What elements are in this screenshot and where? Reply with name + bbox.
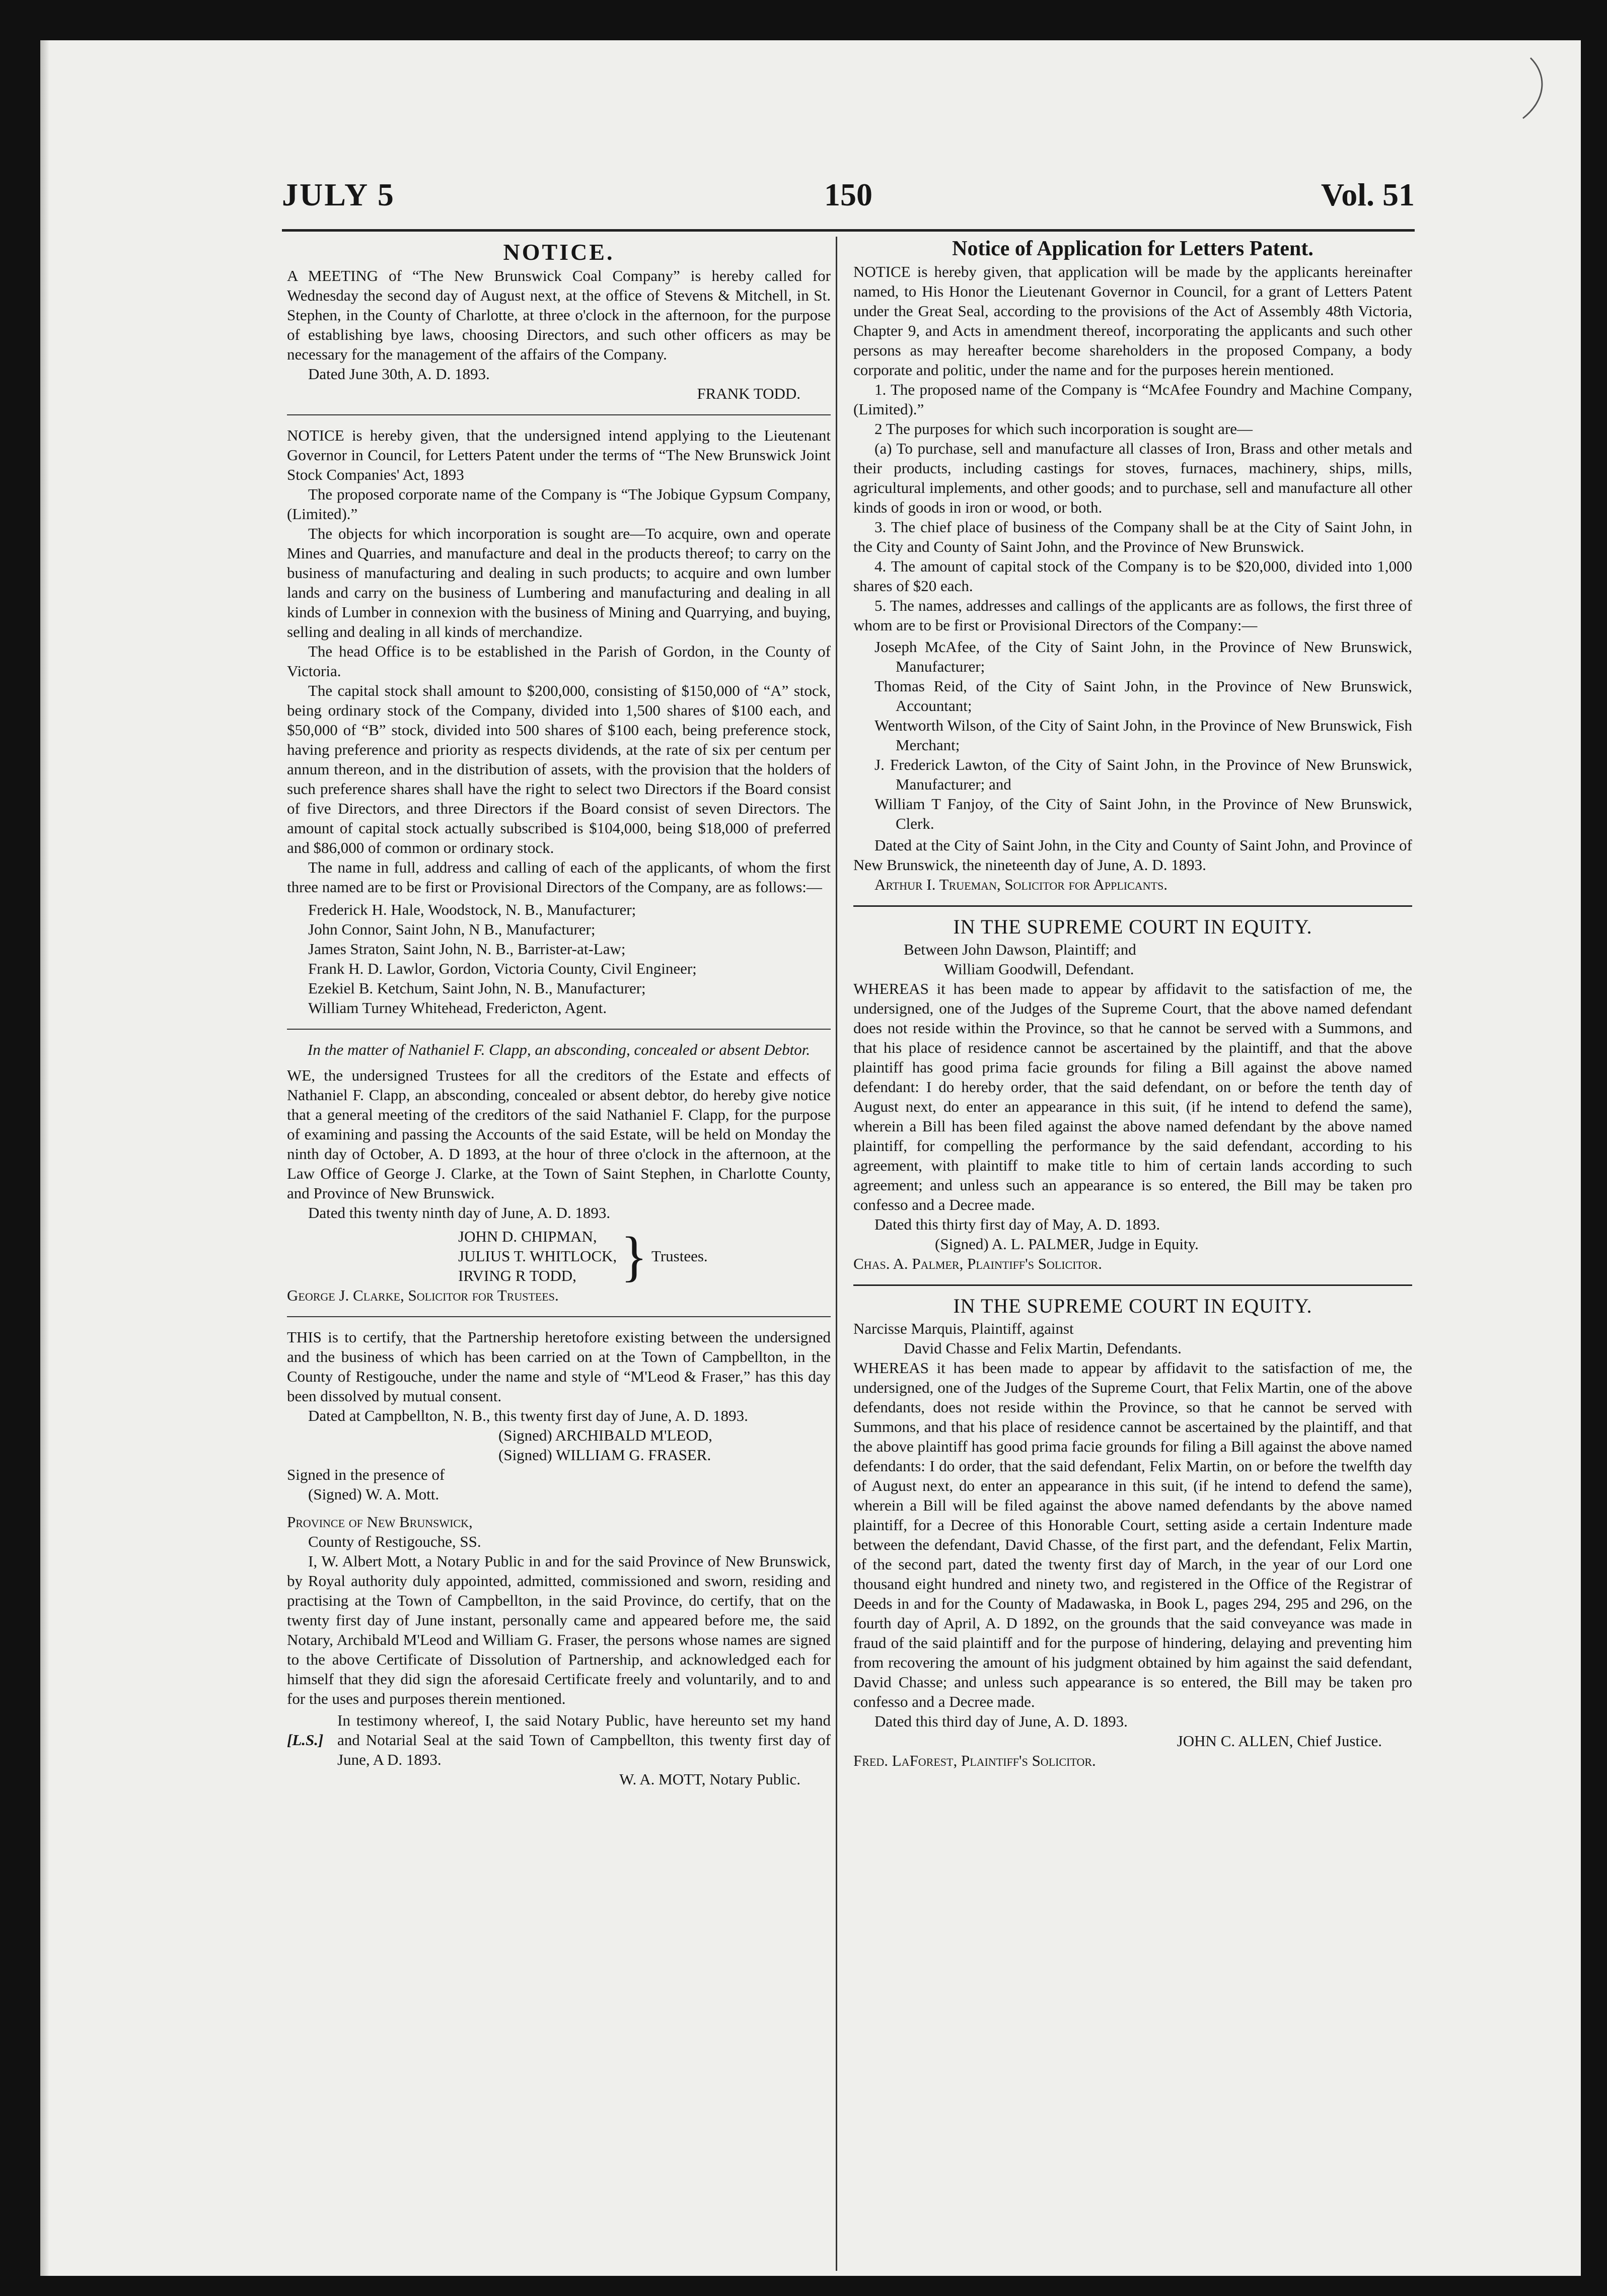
notice-date: Dated this thirty first day of May, A. D. 1893. (874, 1215, 1160, 1233)
notice-body: WHEREAS it has been made to appear by affidavit to the satisfaction of me, the undersigned, one of the Judges of the Supreme Court, that Felix Martin, one of the above defendants, does not reside within the Province, so that he cannot be served with Summons, and that his place of residence cannot be ascertained by the plaintiff, and that the above plaintiff has good prima facie grounds for filing a Bill against the above named defendants: I do order, that the said defendant, Felix Martin, on or before the twelfth day of August next, do enter an appearance in this suit, (if he intend to defend the same), wherein a Bill will be filed against the above named defendants by the above named plaintiff, for a Decree of this Honorable Court, setting aside a certain Indenture made between the defendant, David Chasse, of the first part, and the defendant, Felix Martin, of the second part, dated the twenty first day of March, in the year of our Lord one thousand eight hundred and ninety two, and registered in the Office of the Registrar of Deeds in and for the County of Madawaska, in Book L, pages 294, 295 and 296, on the fourth day of April, A. D 1892, on the grounds that the said conveyance was made in fraud of the said plaintiff and for the purpose of hindering, delaying and preventing him from recovering the amount of his judgment obtained by him against the said defendant, David Chasse; and unless such appearance is so entered, the Bill may be taken pro confesso and a Decree made. (853, 1359, 1412, 1710)
numbered-clause: 4. The amount of capital stock of the Company is to be $20,000, divided into 1,000 shares of $20 each. (853, 557, 1412, 595)
column-divider (836, 237, 837, 2271)
capital-stock: The capital stock shall amount to $200,000, consisting of $150,000 of “A” stock, being ordinary stock of the Company, divided into 1,500 shares of $100 each, and $50,000 of “B” stock, divided into 500 shares of $100 each, being preference stock, having preference and priority as respects dividends, at the rate of six per centum per annum thereon, and in the distribution of assets, with the provision that the holders of such preference shares shall have the right to select two Directors if the Board consist of five Directors, and three Directors if the Board consist of seven Directors. The amount of capital stock actually subscribed is $104,000, being $18,000 of preferred and $86,000 of common or ordinary stock. (287, 682, 831, 856)
list-item: Thomas Reid, of the City of Saint John, in the Province of New Brunswick, Accountant; (874, 677, 1412, 714)
list-item: Frank H. D. Lawlor, Gordon, Victoria County, Civil Engineer; (308, 960, 697, 977)
judge-signature: (Signed) A. L. PALMER, Judge in Equity. (935, 1235, 1199, 1253)
notice-title: Notice of Application for Letters Patent. (952, 237, 1313, 260)
header-rule (282, 229, 1415, 232)
party-line: Between John Dawson, Plaintiff; and (904, 941, 1136, 958)
list-item: J. Frederick Lawton, of the City of Saint John, in the Province of New Brunswick, Manufacturer; and (874, 756, 1412, 793)
notice-date: Dated June 30th, A. D. 1893. (308, 365, 490, 383)
notice-date: Dated this twenty ninth day of June, A. D. 1893. (308, 1204, 611, 1222)
gypsum-company-notice (287, 425, 831, 1018)
company-name: The proposed corporate name of the Company is “The Jobique Gypsum Company, (Limited).” (287, 485, 831, 523)
list-item: Wentworth Wilson, of the City of Saint John, in the Province of New Brunswick, Fish Merchant; (874, 716, 1412, 754)
solicitor-line: Arthur I. Trueman, Solicitor for Applicants. (874, 876, 1167, 893)
notice-intro: NOTICE is hereby given, that the undersigned intend applying to the Lieutenant Governor in Council, for Letters Patent under the terms of “The New Brunswick Joint Stock Companies' Act, 1893 (287, 426, 831, 483)
right-column (853, 239, 1412, 1777)
solicitor-line: George J. Clarke, Solicitor for Trustees. (287, 1286, 559, 1304)
newspaper-page (40, 40, 1581, 2276)
divider (287, 1316, 831, 1317)
issue-date: JULY 5 (282, 177, 395, 212)
page-spine-shadow (40, 40, 49, 2276)
page-curl-mark (1520, 55, 1551, 121)
signature-line: (Signed) WILLIAM G. FRASER. (498, 1446, 711, 1464)
witness-line: Signed in the presence of (287, 1466, 445, 1483)
notary-signature: W. A. MOTT, Notary Public. (619, 1770, 800, 1788)
divider (853, 1284, 1412, 1286)
applicant-list (287, 900, 831, 1018)
trustee-name: JOHN D. CHIPMAN, (458, 1228, 597, 1245)
justice-signature: JOHN C. ALLEN, Chief Justice. (1177, 1732, 1382, 1750)
list-item: William T Fanjoy, of the City of Saint John, in the Province of New Brunswick, Clerk. (874, 795, 1412, 832)
company-objects: The objects for which incorporation is sought are—To acquire, own and operate Mines and Quarries, and manufacture and deal in the products thereof; to carry on the business of manufacturing and dealing in such products; to acquire and own lumber lands and carry on the business of Lumbering and manufacturing and dealing in all kinds of Lumber in connexion with the business of Mining and Quarrying, and buying, selling and dealing in all kinds of merchandize. (287, 525, 831, 640)
notice-body: A MEETING of “The New Brunswick Coal Company” is hereby called for Wednesday the second day of August next, at the office of Stevens & Mitchell, in St. Stephen, in the County of Charlotte, at three o'clock in the afternoon, for the purpose of establishing bye laws, choosing Directors, and such other officers as may be necessary for the management of the affairs of the Company. (287, 267, 831, 363)
divider (287, 414, 831, 415)
list-item: James Straton, Saint John, N. B., Barrister-at-Law; (308, 940, 626, 958)
applicant-list (853, 637, 1412, 833)
notice-heading: In the matter of Nathaniel F. Clapp, an absconding, concealed or absent Debtor. (307, 1041, 811, 1058)
clapp-debtor-notice (287, 1040, 831, 1305)
marquis-equity-notice (853, 1296, 1412, 1770)
list-item: John Connor, Saint John, N B., Manufacturer; (308, 920, 596, 938)
divider (287, 1029, 831, 1030)
partnership-dissolution-notice (287, 1327, 831, 1789)
notice-signer: FRANK TODD. (697, 385, 800, 402)
trustee-names (458, 1227, 617, 1285)
party-line: William Goodwill, Defendant. (944, 960, 1134, 978)
county-line: County of Restigouche, SS. (308, 1533, 481, 1550)
list-item: Ezekiel B. Ketchum, Saint John, N. B., Manufacturer; (308, 979, 646, 997)
numbered-clause: 3. The chief place of business of the Company shall be at the City of Saint John, in the City and County of Saint John, and the Province of New Brunswick. (853, 518, 1412, 555)
coal-company-notice (287, 239, 831, 403)
brace-glyph: } (621, 1225, 647, 1287)
party-line: Narcisse Marquis, Plaintiff, against (853, 1320, 1074, 1337)
page-number: 150 (824, 177, 872, 212)
trustees-label: Trustees. (651, 1247, 708, 1265)
notice-date: Dated this third day of June, A. D. 1893. (874, 1712, 1128, 1730)
province-line: Province of New Brunswick, (287, 1513, 473, 1531)
notary-affidavit: I, W. Albert Mott, a Notary Public in and for the said Province of New Brunswick, by Royal authority duly appointed, admitted, commissioned and sworn, residing and practising at the Town of Campbellton, in the said Province, do certify, that on the twenty first day of June instant, personally came and appeared before me, the said Notary, Archibald M'Leod and William G. Fraser, the persons whose names are signed to the above Certificate of Dissolution of Partnership, and acknowledged each for himself that they did sign the aforesaid Certificate freely and voluntarily, and to and for the uses and purposes therein mentioned. (287, 1552, 831, 1707)
numbered-clause: 1. The proposed name of the Company is “McAfee Foundry and Machine Company, (Limited).” (853, 381, 1412, 418)
left-column (287, 239, 831, 1796)
letters-patent-notice (853, 239, 1412, 894)
divider (853, 905, 1412, 907)
running-header (282, 156, 1415, 227)
notice-intro: NOTICE is hereby given, that application will be made by the applicants hereinafter named, to His Honor the Lieutenant Governor in Council, for a grant of Letters Patent under the Great Seal, according to the provisions of the Act of Assembly 48th Victoria, Chapter 9, and Acts in amendment thereof, incorporating the applicants and such other persons as may hereafter become shareholders in the proposed Company, a body corporate and politic, under the name and for the purposes herein mentioned. (853, 263, 1412, 379)
seal-mark: [L.S.] (287, 1731, 324, 1749)
notice-body: THIS is to certify, that the Partnership heretofore existing between the undersigned and the business of which has been carried on at the Town of Campbellton, in the County of Restigouche, under the name and style of “M'Leod & Fraser,” has this day been dissolved by mutual consent. (287, 1328, 831, 1405)
applicants-intro: The name in full, address and calling of each of the applicants, of whom the first three named are to be first or Provisional Directors of the Company, are as follows:— (287, 858, 831, 896)
trustee-name: IRVING R TODD, (458, 1267, 576, 1284)
numbered-clause: 2 The purposes for which such incorporation is sought are— (874, 420, 1253, 438)
list-item: William Turney Whitehead, Fredericton, Agent. (308, 999, 607, 1017)
notice-body: WHEREAS it has been made to appear by affidavit to the satisfaction of me, the undersigned, one of the Judges of the Supreme Court, that the above named defendant does not reside within the Province, so that he cannot be served with a Summons, and that his place of residence cannot be ascertained by the plaintiff, and that the above plaintiff has good prima facie grounds for filing a Bill against the above named defendant: I do hereby order, that the said defendant, on or before the tenth day of August next, do enter an appearance in this suit, (if he intend to defend the same), wherein a Bill has been filed against the above named defendant by the above named plaintiff, for compelling the performance by the said defendant, according to his agreement, with plaintiff to make title to him of certain lands according to such agreement; and unless such an appearance is so entered, the Bill may be taken pro confesso and a Decree made. (853, 980, 1412, 1213)
signature-line: (Signed) ARCHIBALD M'LEOD, (498, 1426, 712, 1444)
numbered-clause: 5. The names, addresses and callings of the applicants are as follows, the first three of whom are to be first or Provisional Directors of the Company:— (853, 597, 1412, 634)
testimony-text: In testimony whereof, I, the said Notary Public, have hereunto set my hand and Notarial Seal at the said Town of Campbellton, this twenty first day of June, A D. 1893. (337, 1711, 831, 1768)
notice-title: NOTICE. (503, 239, 615, 265)
notice-date: Dated at the City of Saint John, in the City and County of Saint John, and Province of New Brunswick, the nineteenth day of June, A. D. 1893. (853, 836, 1412, 874)
volume-number: Vol. 51 (1321, 177, 1415, 212)
solicitor-line: Chas. A. Palmer, Plaintiff's Solicitor. (853, 1255, 1102, 1272)
witness-signature: (Signed) W. A. Mott. (308, 1485, 440, 1503)
numbered-clause: (a) To purchase, sell and manufacture all classes of Iron, Brass and other metals and their products, including castings for stoves, furnaces, machinery, ships, mills, agricultural implements, and other goods; and to purchase, sell and manufacture all other kinds of goods in iron or wood, or both. (853, 440, 1412, 516)
party-line: David Chasse and Felix Martin, Defendants. (904, 1339, 1182, 1357)
trustees-block (458, 1227, 831, 1285)
trustee-name: JULIUS T. WHITLOCK, (458, 1247, 617, 1265)
court-title: IN THE SUPREME COURT IN EQUITY. (953, 1295, 1312, 1317)
seal-block (287, 1710, 831, 1769)
notice-date: Dated at Campbellton, N. B., this twenty first day of June, A. D. 1893. (308, 1407, 748, 1424)
notice-body: WE, the undersigned Trustees for all the creditors of the Estate and effects of Nathaniel F. Clapp, an absconding, concealed or absent debtor, do hereby give notice that a general meeting of the creditors of the said Nathaniel F. Clapp, for the purpose of examining and passing the Accounts of the said Estate, will be held on Monday the ninth day of October, A. D 1893, at the hour of three o'clock in the afternoon, at the Law Office of George J. Clarke, at the Town of Saint Stephen, in Charlotte County, and Province of New Brunswick. (287, 1066, 831, 1202)
court-title: IN THE SUPREME COURT IN EQUITY. (953, 915, 1312, 938)
list-item: Joseph McAfee, of the City of Saint John, in the Province of New Brunswick, Manufacturer; (874, 638, 1412, 675)
list-item: Frederick H. Hale, Woodstock, N. B., Manufacturer; (308, 901, 636, 918)
dawson-equity-notice (853, 917, 1412, 1273)
head-office: The head Office is to be established in the Parish of Gordon, in the County of Victoria. (287, 642, 831, 680)
solicitor-line: Fred. LaForest, Plaintiff's Solicitor. (853, 1752, 1096, 1769)
